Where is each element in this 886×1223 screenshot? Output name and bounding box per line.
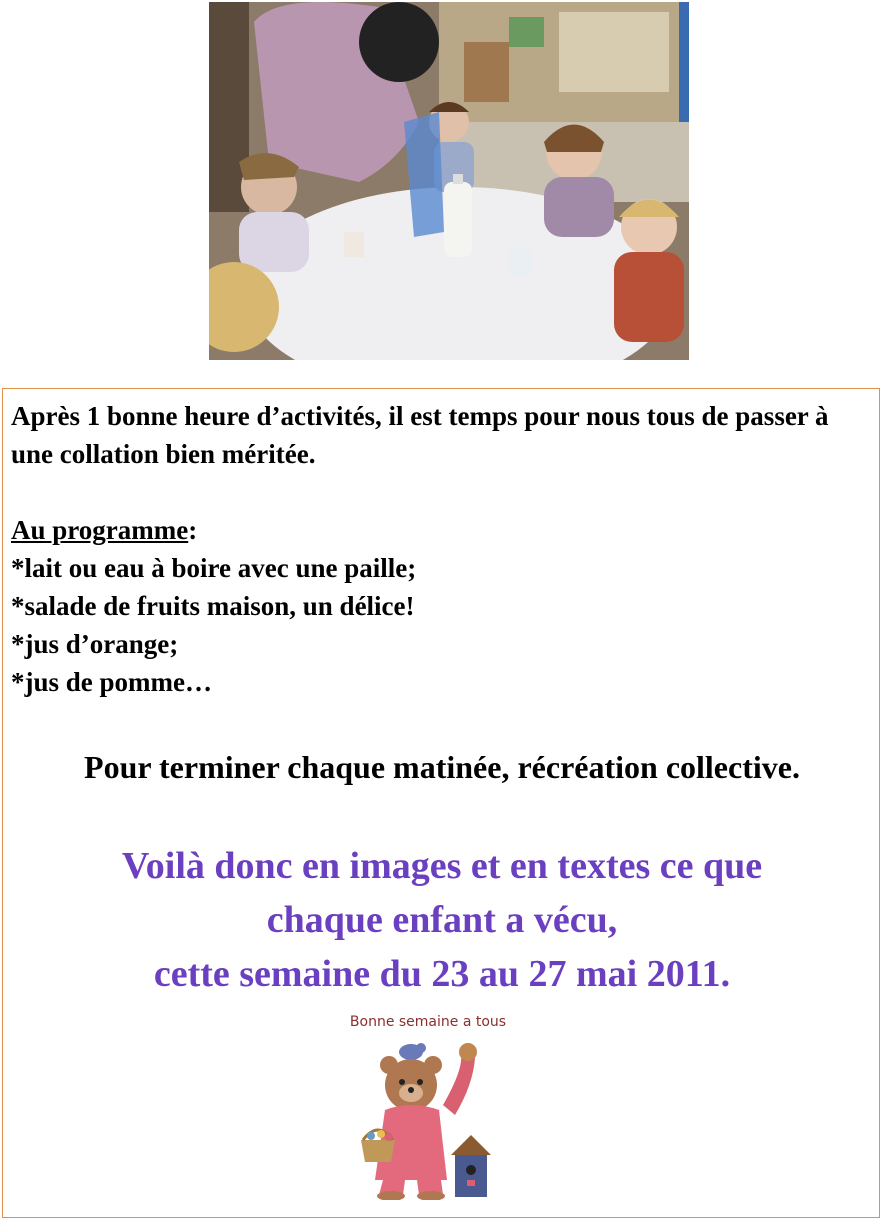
intro-paragraph: Après 1 bonne heure d’activités, il est temps pour nous tous de passer à une collation bien méritée.: [11, 401, 829, 469]
bear-sticker: [343, 1010, 513, 1200]
finale-block: [3, 839, 881, 1001]
program-heading-colon: :: [188, 515, 198, 545]
finale-line: chaque enfant a vécu,: [266, 899, 618, 941]
program-heading: [11, 511, 197, 549]
program-heading-label: Au programme: [11, 515, 189, 545]
list-item: *jus d’orange;: [11, 629, 179, 659]
list-item: *lait ou eau à boire avec une paille;: [11, 553, 417, 583]
classroom-snack-photo: [209, 2, 689, 360]
list-item: *jus de pomme…: [11, 667, 212, 697]
program-list: [11, 549, 416, 701]
finale-line: cette semaine du 23 au 27 mai 2011.: [153, 953, 731, 995]
list-item: *salade de fruits maison, un délice!: [11, 591, 415, 621]
sticker-caption: Bonne semaine a tous: [349, 1014, 507, 1030]
closing-line: Pour terminer chaque matinée, récréation collective.: [84, 749, 800, 785]
finale-line: Voilà donc en images et en textes ce que: [121, 845, 763, 887]
teddy-bear-birdhouse-illustration: [343, 1030, 513, 1200]
snack-photo: [209, 2, 689, 360]
